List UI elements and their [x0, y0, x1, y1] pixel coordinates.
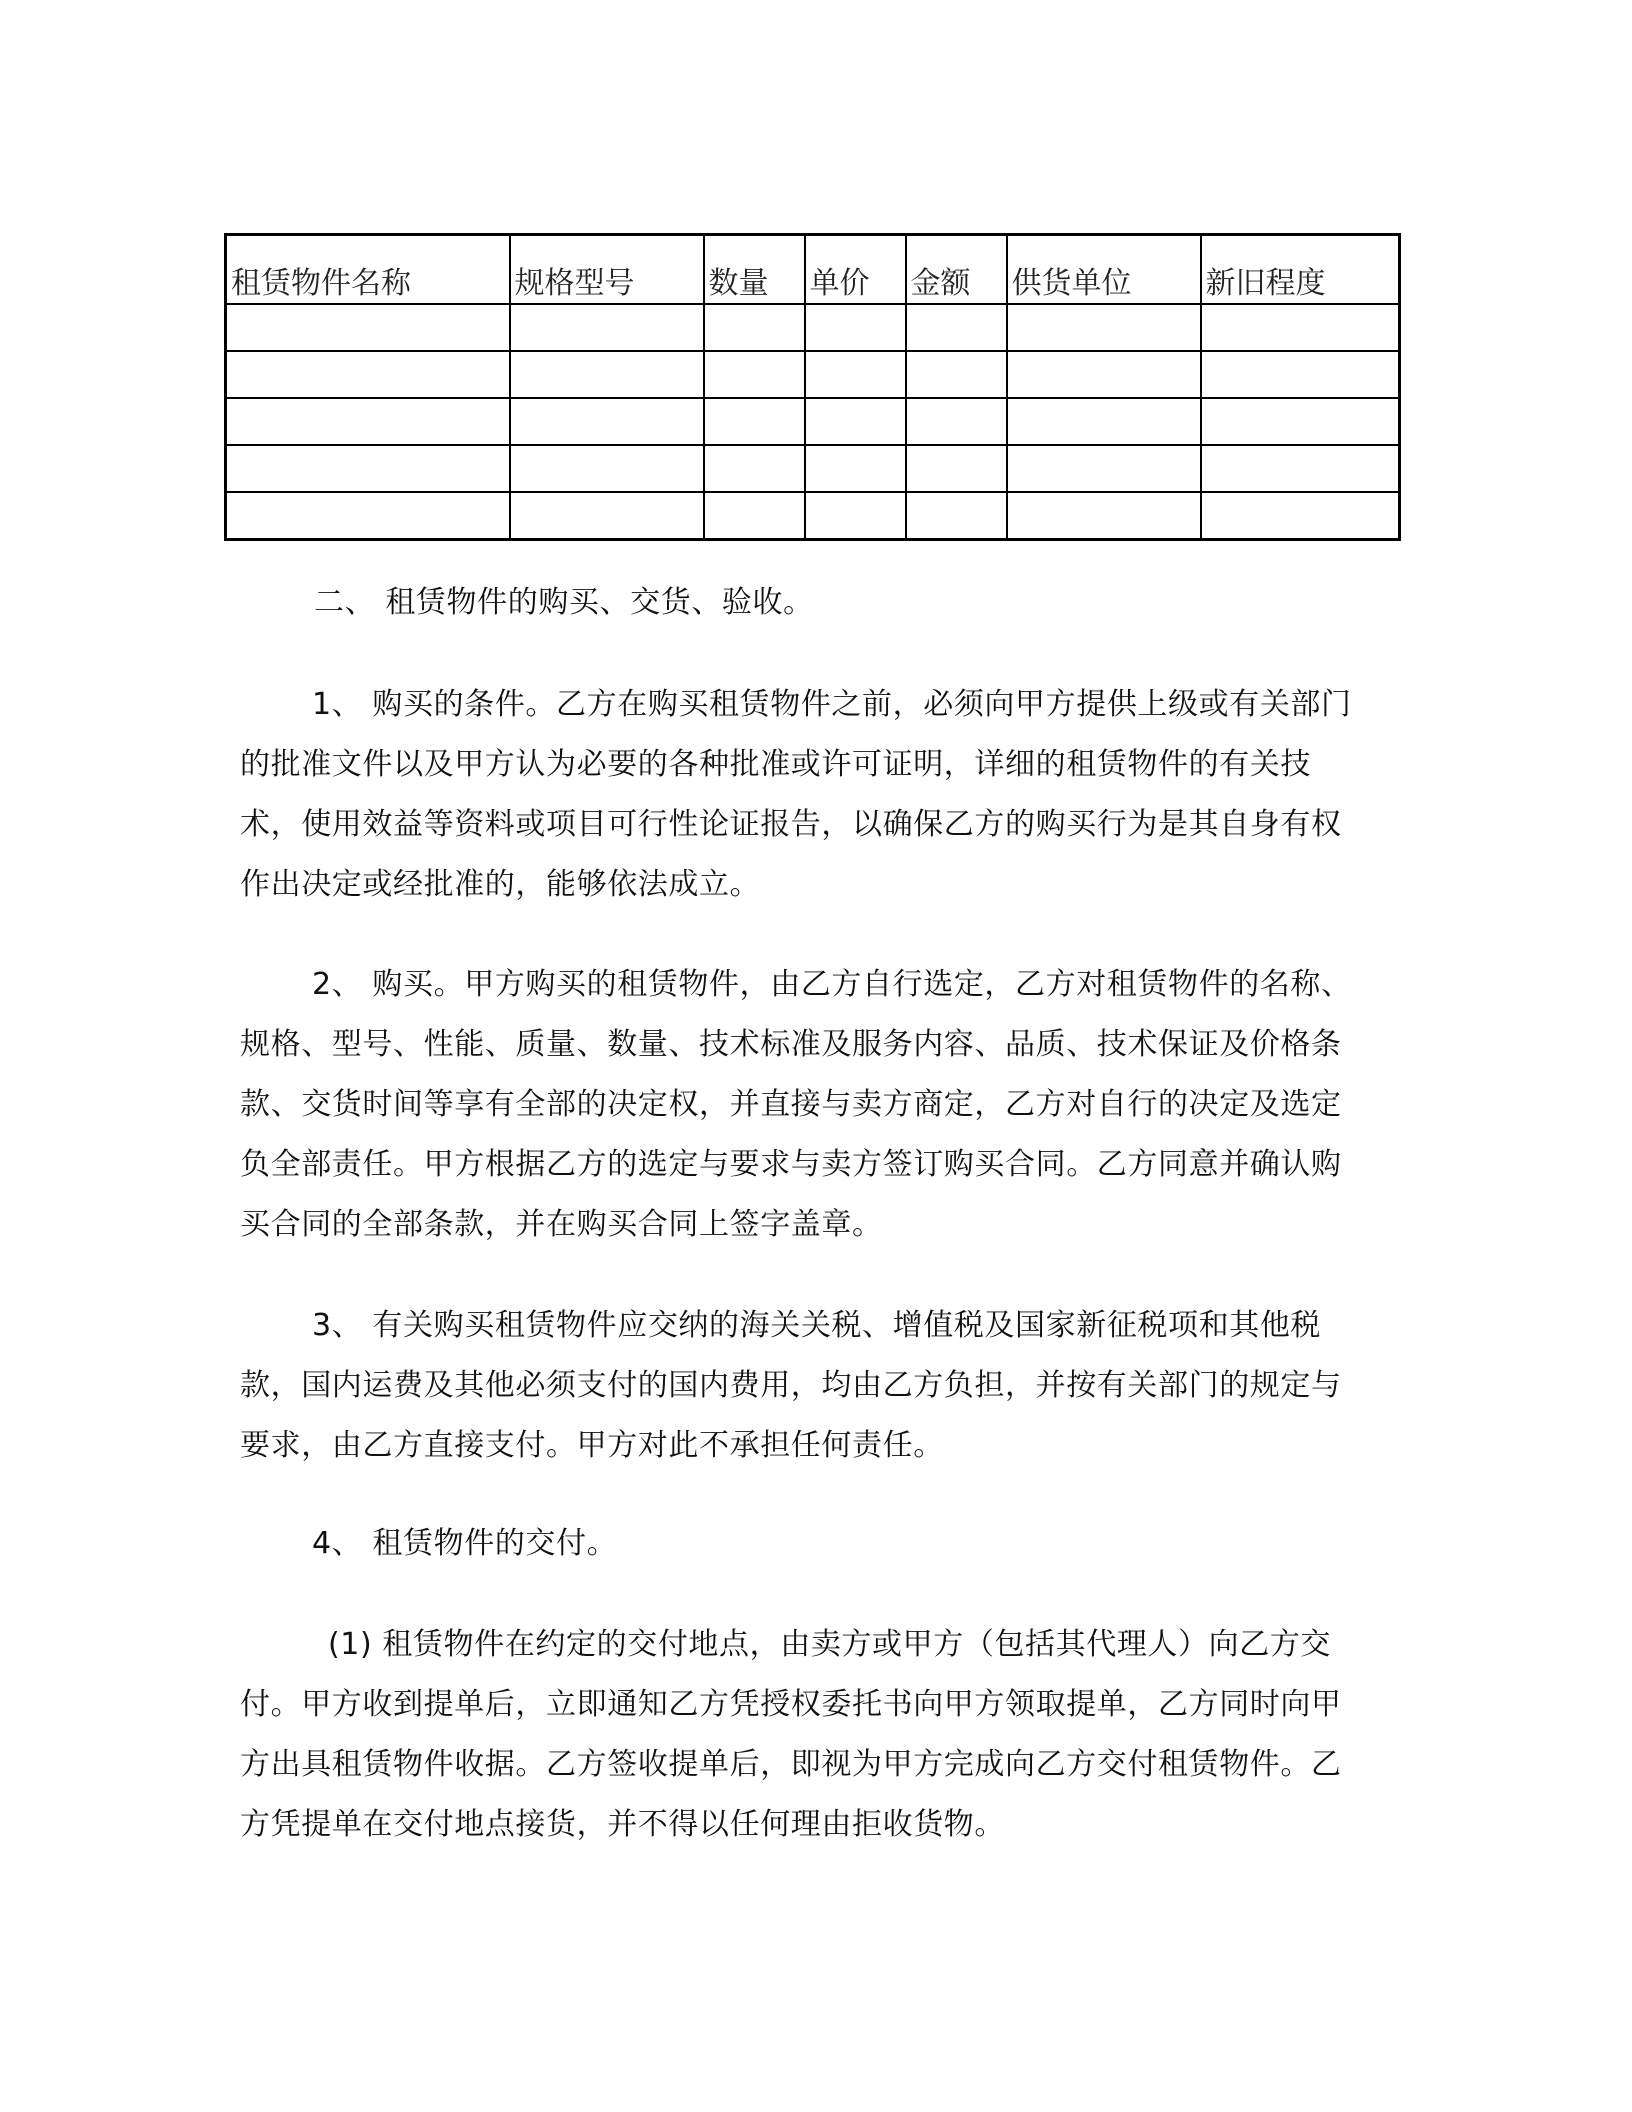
- table-cell: [1007, 304, 1201, 351]
- table-cell: [1201, 351, 1400, 398]
- leased-items-table: [224, 233, 1401, 541]
- header-spec-model: 规格型号: [510, 235, 704, 305]
- table-cell: [805, 492, 906, 540]
- table-cell: [1007, 492, 1201, 540]
- table-cell: [704, 398, 805, 445]
- table-cell: [805, 304, 906, 351]
- table-cell: [906, 445, 1007, 492]
- table-cell: [704, 445, 805, 492]
- table-cell: [805, 445, 906, 492]
- table-cell: [704, 304, 805, 351]
- table-cell: [226, 492, 510, 540]
- table-cell: [1201, 445, 1400, 492]
- header-condition: 新旧程度: [1201, 235, 1400, 305]
- table-cell: [906, 492, 1007, 540]
- table-row: [226, 351, 1400, 398]
- table-cell: [510, 445, 704, 492]
- table-cell: [226, 351, 510, 398]
- table-cell: [805, 351, 906, 398]
- clause-3-taxes-fees: 3、 有关购买租赁物件应交纳的海关关税、增值税及国家新征税项和其他税款，国内运费及其他必须支付的国内费用，均由乙方负担，并按有关部门的规定与要求，由乙方直接支付。甲方对此不承担任何责任。: [240, 1308, 1342, 1463]
- table-header-row: [226, 235, 1400, 305]
- table-cell: [1007, 445, 1201, 492]
- table-cell: [704, 492, 805, 540]
- table-cell: [906, 304, 1007, 351]
- table-cell: [226, 304, 510, 351]
- table-cell: [1007, 398, 1201, 445]
- clause-1-purchase-conditions: 1、 购买的条件。乙方在购买租赁物件之前，必须向甲方提供上级或有关部门的批准文件以及甲方认为必要的各种批准或许可证明，详细的租赁物件的有关技术，使用效益等资料或项目可行性论证报告，以确保乙方的购买行为是其自身有权作出决定或经批准的，能够依法成立。: [240, 687, 1352, 902]
- table-row: [226, 492, 1400, 540]
- clause-4-1-delivery-terms: (1) 租赁物件在约定的交付地点，由卖方或甲方（包括其代理人）向乙方交付。甲方收到提单后，立即通知乙方凭授权委托书向甲方领取提单，乙方同时向甲方出具租赁物件收据。乙方签收提单后，即视为甲方完成向乙方交付租赁物件。乙方凭提单在交付地点接货，并不得以任何理由拒收货物。: [240, 1627, 1342, 1842]
- table-cell: [906, 351, 1007, 398]
- clause-2-purchase: 2、 购买。甲方购买的租赁物件，由乙方自行选定，乙方对租赁物件的名称、规格、型号、性能、质量、数量、技术标准及服务内容、品质、技术保证及价格条款、交货时间等享有全部的决定权，并直接与卖方商定，乙方对自行的决定及选定负全部责任。甲方根据乙方的选定与要求与卖方签订购买合同。乙方同意并确认购买合同的全部条款，并在购买合同上签字盖章。: [240, 967, 1352, 1242]
- section-heading-block: [240, 573, 1360, 633]
- table-cell: [906, 398, 1007, 445]
- table-row: [226, 304, 1400, 351]
- clause-4-delivery-heading: 4、 租赁物件的交付。: [312, 1526, 618, 1561]
- table-row: [226, 445, 1400, 492]
- header-quantity: 数量: [704, 235, 805, 305]
- table-cell: [1201, 304, 1400, 351]
- table-cell: [1201, 492, 1400, 540]
- clause-3-block: [240, 1296, 1360, 1476]
- section-heading: 二、 租赁物件的购买、交货、验收。: [314, 585, 814, 620]
- clause-4-1-block: [240, 1615, 1360, 1855]
- table-cell: [704, 351, 805, 398]
- table-cell: [510, 492, 704, 540]
- clause-4-block: [240, 1514, 1360, 1574]
- table-cell: [510, 304, 704, 351]
- table-row: [226, 398, 1400, 445]
- table-cell: [1201, 398, 1400, 445]
- header-amount: 金额: [906, 235, 1007, 305]
- clause-2-block: [240, 955, 1360, 1255]
- header-item-name: 租赁物件名称: [226, 235, 510, 305]
- clause-1-block: [240, 675, 1360, 915]
- table-cell: [226, 398, 510, 445]
- table-cell: [510, 398, 704, 445]
- table-cell: [226, 445, 510, 492]
- table-cell: [805, 398, 906, 445]
- header-unit-price: 单价: [805, 235, 906, 305]
- table-cell: [510, 351, 704, 398]
- header-supplier: 供货单位: [1007, 235, 1201, 305]
- table-cell: [1007, 351, 1201, 398]
